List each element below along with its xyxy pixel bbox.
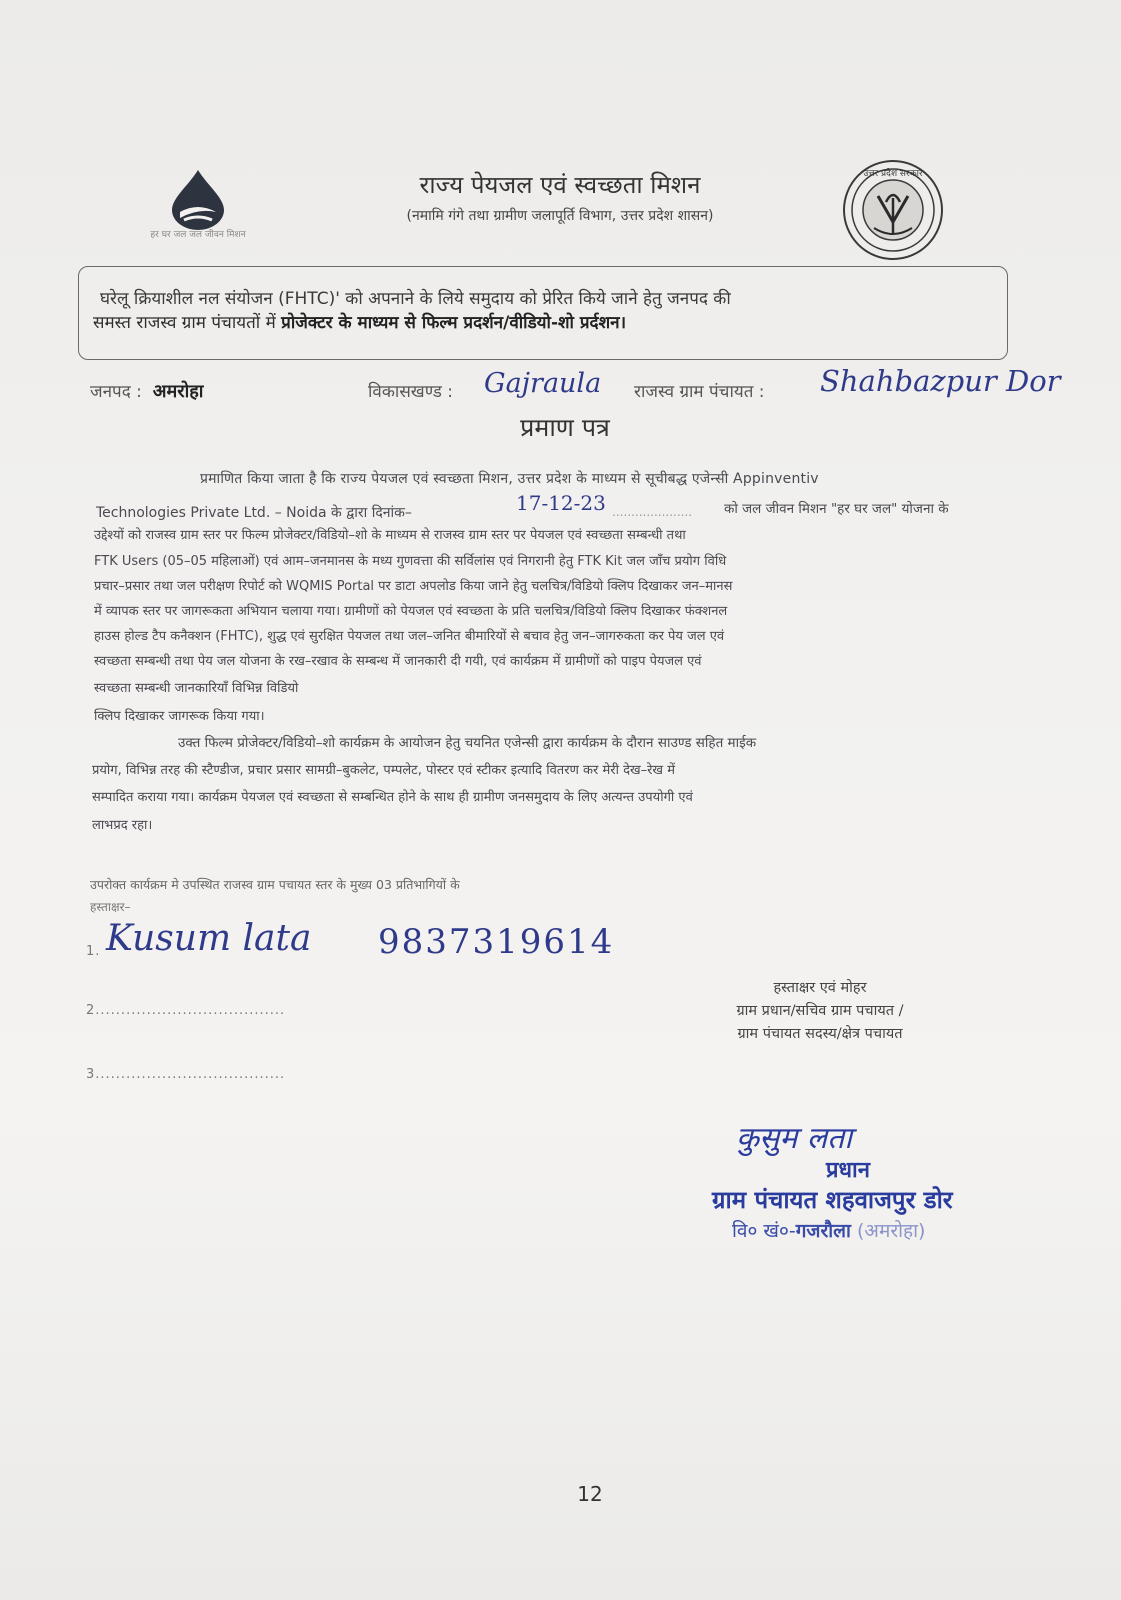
- participant-1-name: Kusum lata: [106, 918, 312, 959]
- para1-line-3: उद्देश्यों को राजस्व ग्राम स्तर पर फिल्म प्रोजेक्टर/विडियो–शो के माध्यम से राजस्व ग्राम स्तर पर पेयजल एवं स्वच्छता सम्बन्धी तथा: [94, 528, 686, 543]
- para1-line-10: क्लिप दिखाकर जागरूक किया गया।: [94, 709, 265, 724]
- panchayat-label: राजस्व ग्राम पंचायत :: [634, 382, 765, 402]
- para2-line-1: उक्त फिल्म प्रोजेक्टर/विडियो–शो कार्यक्रम के आयोजन हेतु चयनित एजेन्सी द्वारा कार्यक्रम के दौरान साउण्ड सहित माईक: [178, 735, 757, 751]
- sign-line-2: ग्राम प्रधान/सचिव ग्राम पचायत /: [736, 1003, 904, 1019]
- para2-line-2: प्रयोग, विभिन्न तरह की स्टैण्डीज, प्रचार प्रसार सामग्री–बुकलेट, पम्पलेट, पोस्टर एवं स्टीकर इत्यादि वितरण कर मेरी देख–रेख में: [92, 763, 675, 778]
- participant-3-line: [86, 1067, 285, 1082]
- district-label: जनपद :: [90, 382, 142, 402]
- participant-2-number: 2.: [86, 1003, 101, 1018]
- subject-line-2-bold: प्रोजेक्टर के माध्यम से फिल्म प्रदर्शन/वीडियो-शो प्रर्दशन।: [281, 313, 627, 333]
- para2-line-4: लाभप्रद रहा।: [92, 818, 153, 833]
- para1-line-2b: को जल जीवन मिशन "हर घर जल" योजना के: [724, 501, 949, 517]
- page-number: 12: [577, 1482, 603, 1506]
- participant-3-number: 3.: [86, 1067, 101, 1082]
- para1-line-8: स्वच्छता सम्बन्धी तथा पेय जल योजना के रख–रखाव के सम्बन्ध में जानकारी दी गयी, एवं कार्यक्रम में ग्रामीणों को पाइप पेयजल एवं: [94, 654, 702, 669]
- jal-jeevan-mission-logo: [150, 168, 246, 260]
- stamp-block: [732, 1217, 925, 1243]
- up-government-emblem: [838, 158, 948, 262]
- para1-line-1: प्रमाणित किया जाता है कि राज्य पेयजल एवं स्वच्छता मिशन, उत्तर प्रदेश के माध्यम से सूचीबद्ध एजेन्सी Appinventiv: [200, 471, 819, 487]
- mission-subtitle: (नमामि गंगे तथा ग्रामीण जलापूर्ति विभाग, उत्तर प्रदेश शासन): [406, 208, 714, 224]
- participant-1-number: 1.: [86, 944, 101, 959]
- para1-line-6: में व्यापक स्तर पर जागरूकता अभियान चलाया गया। ग्रामीणों को पेयजल एवं स्वच्छता के प्रति चलचित्र/विडियो क्लिप दिखाकर फंक्शनल: [94, 604, 728, 619]
- subject-line-2: [93, 310, 626, 333]
- date-handwritten: 17-12-23: [516, 491, 606, 515]
- stamp-panchayat: ग्राम पंचायत शहवाजपुर डोर: [712, 1186, 953, 1214]
- para1-line-2a: Technologies Private Ltd. – Noida के द्वारा दिनांक–: [96, 505, 412, 521]
- para1-line-7: हाउस होल्ड टैप कनैक्शन (FHTC), शुद्ध एवं सुरक्षित पेयजल तथा जल–जनित बीमारियों से बचाव हेतु जन–जागरुकता कर पेय जल एवं: [94, 629, 725, 644]
- date-dotted-line: .....................: [612, 505, 693, 519]
- participants-intro-1: उपरोक्त कार्यक्रम मे उपस्थित राजस्व ग्राम पचायत स्तर के मुख्य 03 प्रतिभागियों के: [90, 877, 460, 892]
- logo-tagline: हर घर जल जल जीवन मिशन: [150, 230, 246, 240]
- mission-title: राज्य पेयजल एवं स्वच्छता मिशन: [419, 171, 701, 199]
- certificate-title: प्रमाण पत्र: [520, 413, 610, 442]
- stamp-title: प्रधान: [826, 1158, 870, 1183]
- subject-line-2-normal: समस्त राजस्व ग्राम पंचायतों में: [93, 313, 282, 333]
- participants-intro-2: हस्ताक्षर–: [90, 900, 131, 914]
- para1-line-5: प्रचार–प्रसार तथा जल परीक्षण रिपोर्ट को WQMIS Portal पर डाटा अपलोड किया जाने हेतु चलचित्र/विडियो क्लिप दिखाकर जन–मानस: [94, 579, 733, 594]
- signature-block: [660, 977, 980, 1046]
- subject-line-1: घरेलू क्रियाशील नल संयोजन (FHTC)' को अपनाने के लिये समुदाय को प्रेरित किये जाने हेतु जनपद की: [100, 289, 731, 309]
- block-label: विकासखण्ड :: [368, 382, 454, 402]
- participant-2-blank: ....................................: [100, 1003, 286, 1018]
- district-field: [90, 379, 203, 403]
- emblem-seal-icon: [838, 158, 948, 262]
- stamp-district: (अमरोहा): [850, 1220, 926, 1242]
- water-drop-icon: [150, 168, 246, 230]
- participant-1-phone: 9837319614: [378, 922, 615, 962]
- para2-line-3: सम्पादित कराया गया। कार्यक्रम पेयजल एवं स्वच्छता से सम्बन्धित होने के साथ ही ग्रामीण जनसमुदाय के लिए अत्यन्त उपयोगी एवं: [92, 790, 693, 805]
- para1-line-4: FTK Users (05–05 महिलाओं) एवं आम–जनमानस के मध्य गुणवत्ता की सर्विलांस एवं निगरानी हेतु FTK Kit जल जाँच प्रयोग विधि: [94, 554, 727, 569]
- participant-2-line: [86, 1003, 285, 1018]
- stamp-block-name: गजरौला: [795, 1220, 851, 1242]
- panchayat-handwritten-value: Shahbazpur Dor: [820, 364, 1061, 398]
- stamp-signature: कुसुम लता: [736, 1121, 853, 1156]
- para1-line-9: स्वच्छता सम्बन्धी जानकारियाँ विभिन्न विडियो: [94, 681, 299, 696]
- svg-text:उत्तर प्रदेश सरकार: उत्तर प्रदेश सरकार: [863, 169, 923, 179]
- sign-line-1: हस्ताक्षर एवं मोहर: [773, 980, 867, 996]
- stamp-block-prefix: वि० खं०-: [732, 1220, 796, 1242]
- block-handwritten-value: Gajraula: [484, 368, 602, 399]
- participant-3-blank: ....................................: [100, 1067, 286, 1082]
- sign-line-3: ग्राम पंचायत सदस्य/क्षेत्र पचायत: [737, 1026, 903, 1042]
- district-value: अमरोहा: [152, 381, 204, 402]
